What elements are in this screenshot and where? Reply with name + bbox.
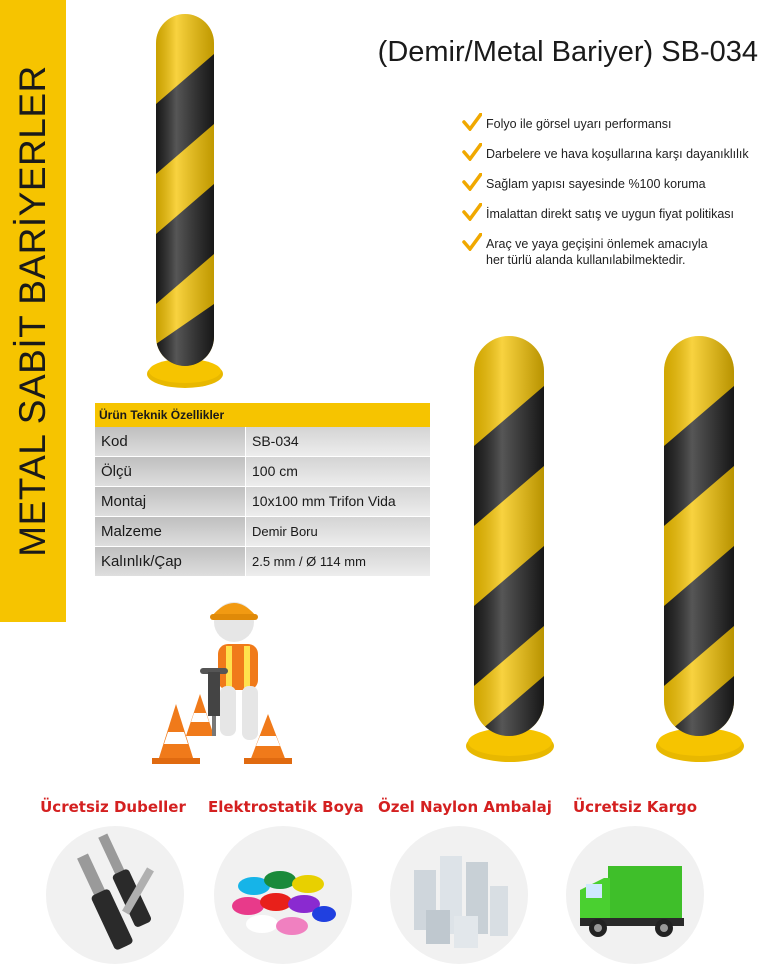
badge-ambalaj (390, 826, 528, 964)
nylon-roll-icon (390, 826, 528, 964)
spec-key: Malzeme (95, 517, 246, 546)
checkmark-icon (462, 233, 482, 251)
badge-label-dubel: Ücretsiz Dubeller (40, 798, 186, 816)
badge-boya (214, 826, 352, 964)
feature-list (462, 116, 766, 282)
feature-item: Araç ve yaya geçişini önlemek amacıyla her türlü alanda kullanılabilmektedir. (462, 236, 766, 268)
feature-item: Darbelere ve hava koşullarına karşı dayanıklılık (462, 146, 766, 162)
checkmark-icon (462, 143, 482, 161)
badge-kargo (566, 826, 704, 964)
spec-value: Demir Boru (246, 517, 430, 546)
spec-value: 10x100 mm Trifon Vida (246, 487, 430, 516)
feature-item: Folyo ile görsel uyarı performansı (462, 116, 766, 132)
side-banner (0, 0, 66, 622)
paint-powder-icon (214, 826, 352, 964)
badge-label-ambalaj: Özel Naylon Ambalaj (378, 798, 552, 816)
spec-key: Kalınlık/Çap (95, 547, 246, 576)
spec-row (95, 517, 430, 547)
construction-worker-illustration (146, 586, 302, 768)
checkmark-icon (462, 113, 482, 131)
bollard-image-right (654, 336, 744, 764)
spec-row (95, 487, 430, 517)
badge-label-kargo: Ücretsiz Kargo (572, 798, 698, 816)
bollard-image-main (146, 14, 230, 392)
page-title: (Demir/Metal Bariyer) SB-034 (377, 36, 758, 68)
side-banner-text: METAL SABİT BARİYERLER (12, 65, 53, 557)
spec-value: SB-034 (246, 427, 430, 456)
spec-key: Ölçü (95, 457, 246, 486)
feature-item: İmalattan direkt satış ve uygun fiyat politikası (462, 206, 766, 222)
spec-value: 100 cm (246, 457, 430, 486)
spec-row (95, 457, 430, 487)
spec-key: Montaj (95, 487, 246, 516)
checkmark-icon (462, 203, 482, 221)
spec-row (95, 547, 430, 577)
badge-label-boya: Elektrostatik Boya (208, 798, 364, 816)
spec-row (95, 427, 430, 457)
spec-table-header: Ürün Teknik Özellikler (95, 403, 430, 427)
checkmark-icon (462, 173, 482, 191)
badge-dubel (46, 826, 184, 964)
wall-plug-icon (46, 826, 184, 964)
bollard-image-left (466, 336, 556, 764)
spec-key: Kod (95, 427, 246, 456)
spec-value: 2.5 mm / Ø 114 mm (246, 547, 430, 576)
delivery-truck-icon (566, 826, 704, 964)
spec-table (95, 403, 430, 577)
feature-item: Sağlam yapısı sayesinde %100 koruma (462, 176, 766, 192)
